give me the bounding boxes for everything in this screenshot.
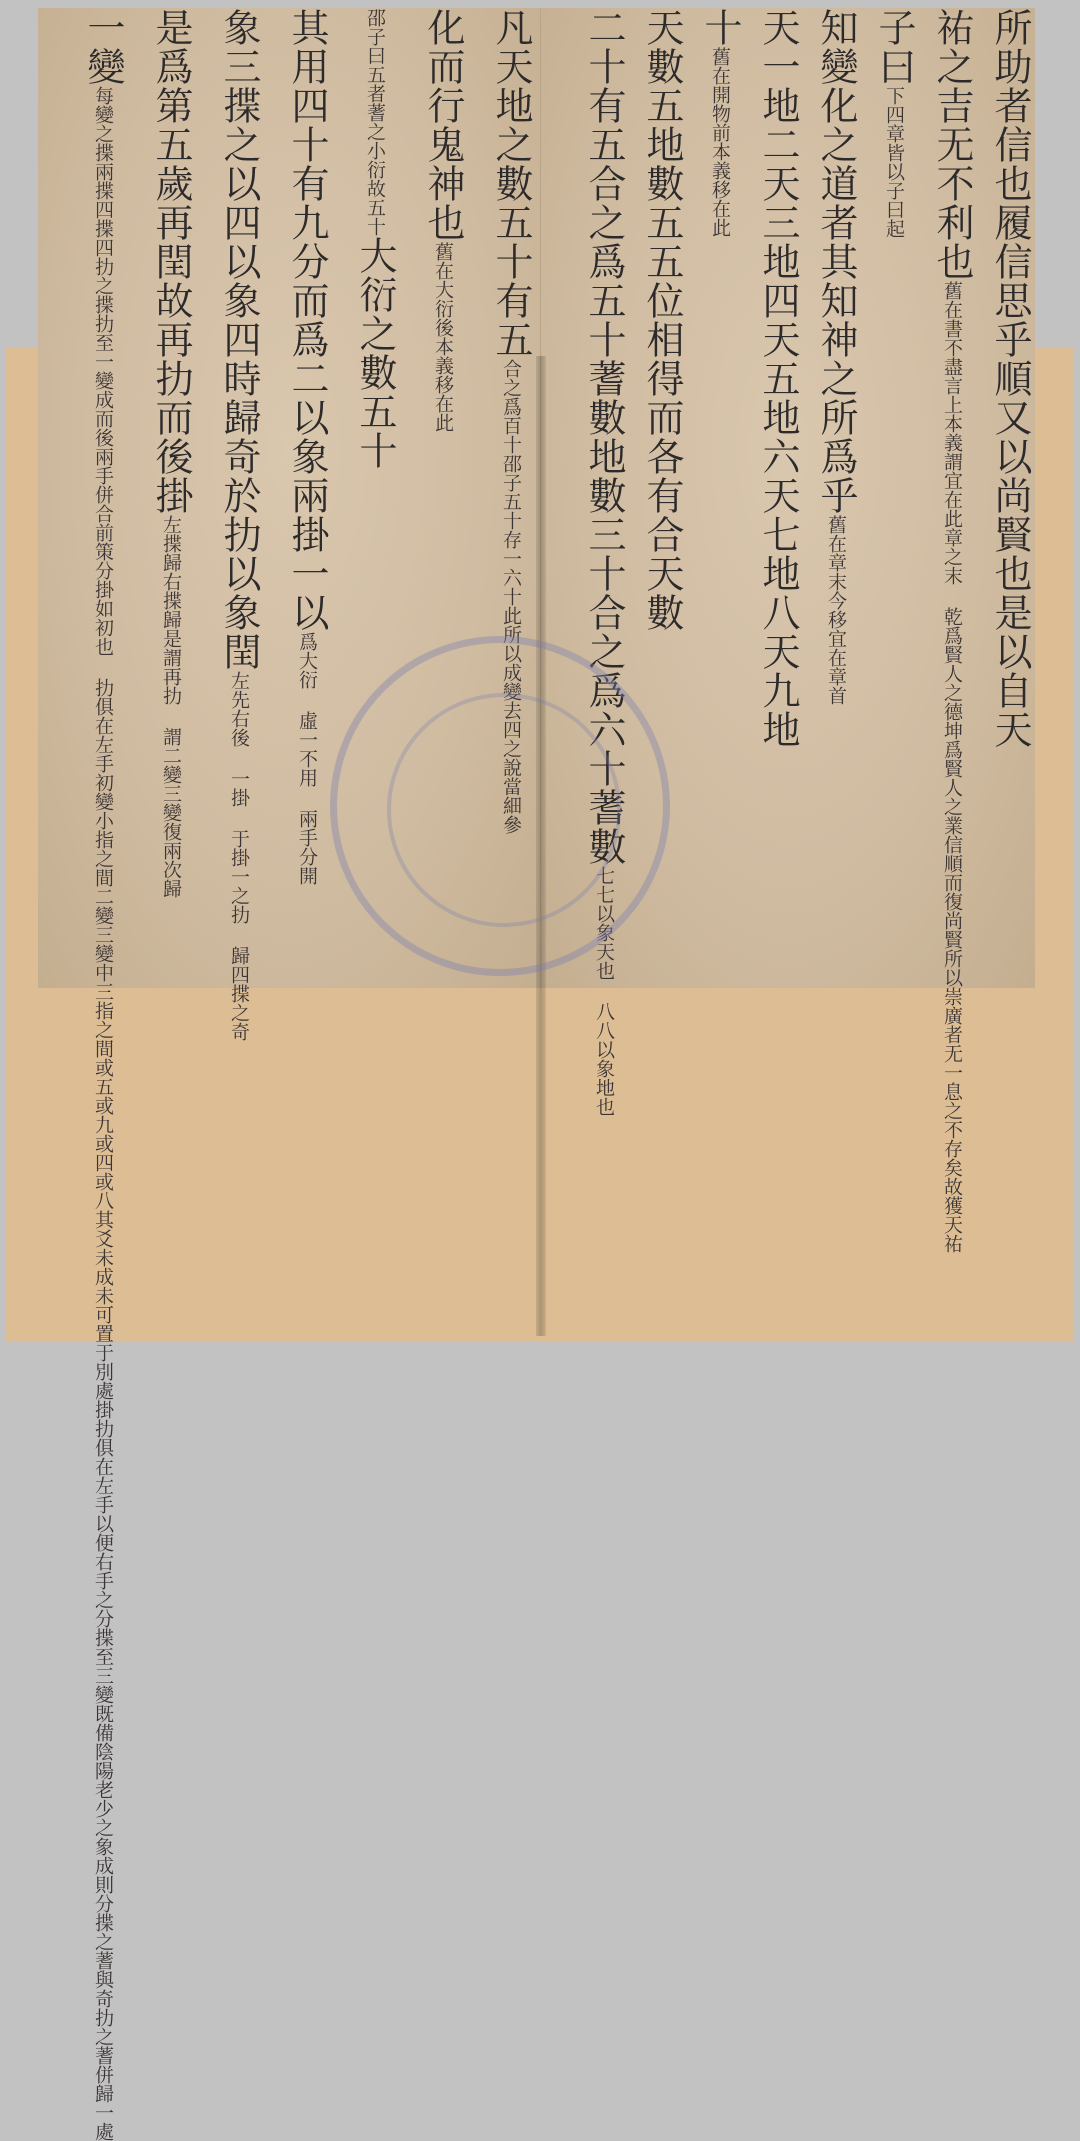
right-col-4: 知變化之道者其知神之所爲乎舊在章末今移宜在章首 [814,8,858,705]
right-col-3: 子曰下四章皆以子曰起 [872,8,916,238]
left-col-3: 邵子曰五者蓍之小衍故五十大衍之數五十 [353,8,397,470]
right-col-2: 祐之吉无不利也舊在書不盡言上本義謂宜在此章之末 乾爲賢人之德坤爲賢人之業信順而復尚賢所以崇廣者无一息之不存矣故獲天祐 [930,8,974,1253]
left-col-2: 化而行鬼神也舊在大衍後本義移在此 [421,8,465,432]
left-col-7: 一變每變之揲兩揲四揲四扐之揲扐至一變成而後兩手併合前策分掛如初也 扐俱在左手初變小指之間二變三變中三指之間或五或九或四或八其爻未成未可置于別處掛扐俱在左手以便右手之分揲至三變既備陰陽老少之象成則分揲之蓍與奇扐之蓍併歸一處 [81,8,125,2141]
right-col-8: 二十有五合之爲五十蓍數地數三十合之爲六十蓍數七七以象天也 八八以象地也 [582,8,626,1116]
right-col-7: 天數五地數五五位相得而各有合天數 [640,8,684,632]
left-col-6: 是爲第五歲再閏故再扐而後掛左揲歸右揲歸是謂再扐 謂二變三變復兩次歸 [149,8,193,898]
right-col-1: 所助者信也履信思乎順又以尚賢也是以自天 [988,8,1032,749]
right-col-6: 十舊在開物前本義移在此 [698,8,742,237]
library-seal-stamp [330,636,670,976]
right-col-5: 天一地二天三地四天五地六天七地八天九地 [756,8,800,749]
left-col-4: 其用四十有九分而爲二以象兩掛一以爲大衍 虛一不用 兩手分開 [285,8,329,885]
left-col-1: 凡天地之數五十有五合之爲百十邵子五十存一六十此所以成變去四之說當細參 [489,8,533,834]
left-col-5: 象三揲之以四以象四時歸奇於扐以象閏左先右後 一掛 于掛一之扐 歸四揲之奇 [217,8,261,1041]
